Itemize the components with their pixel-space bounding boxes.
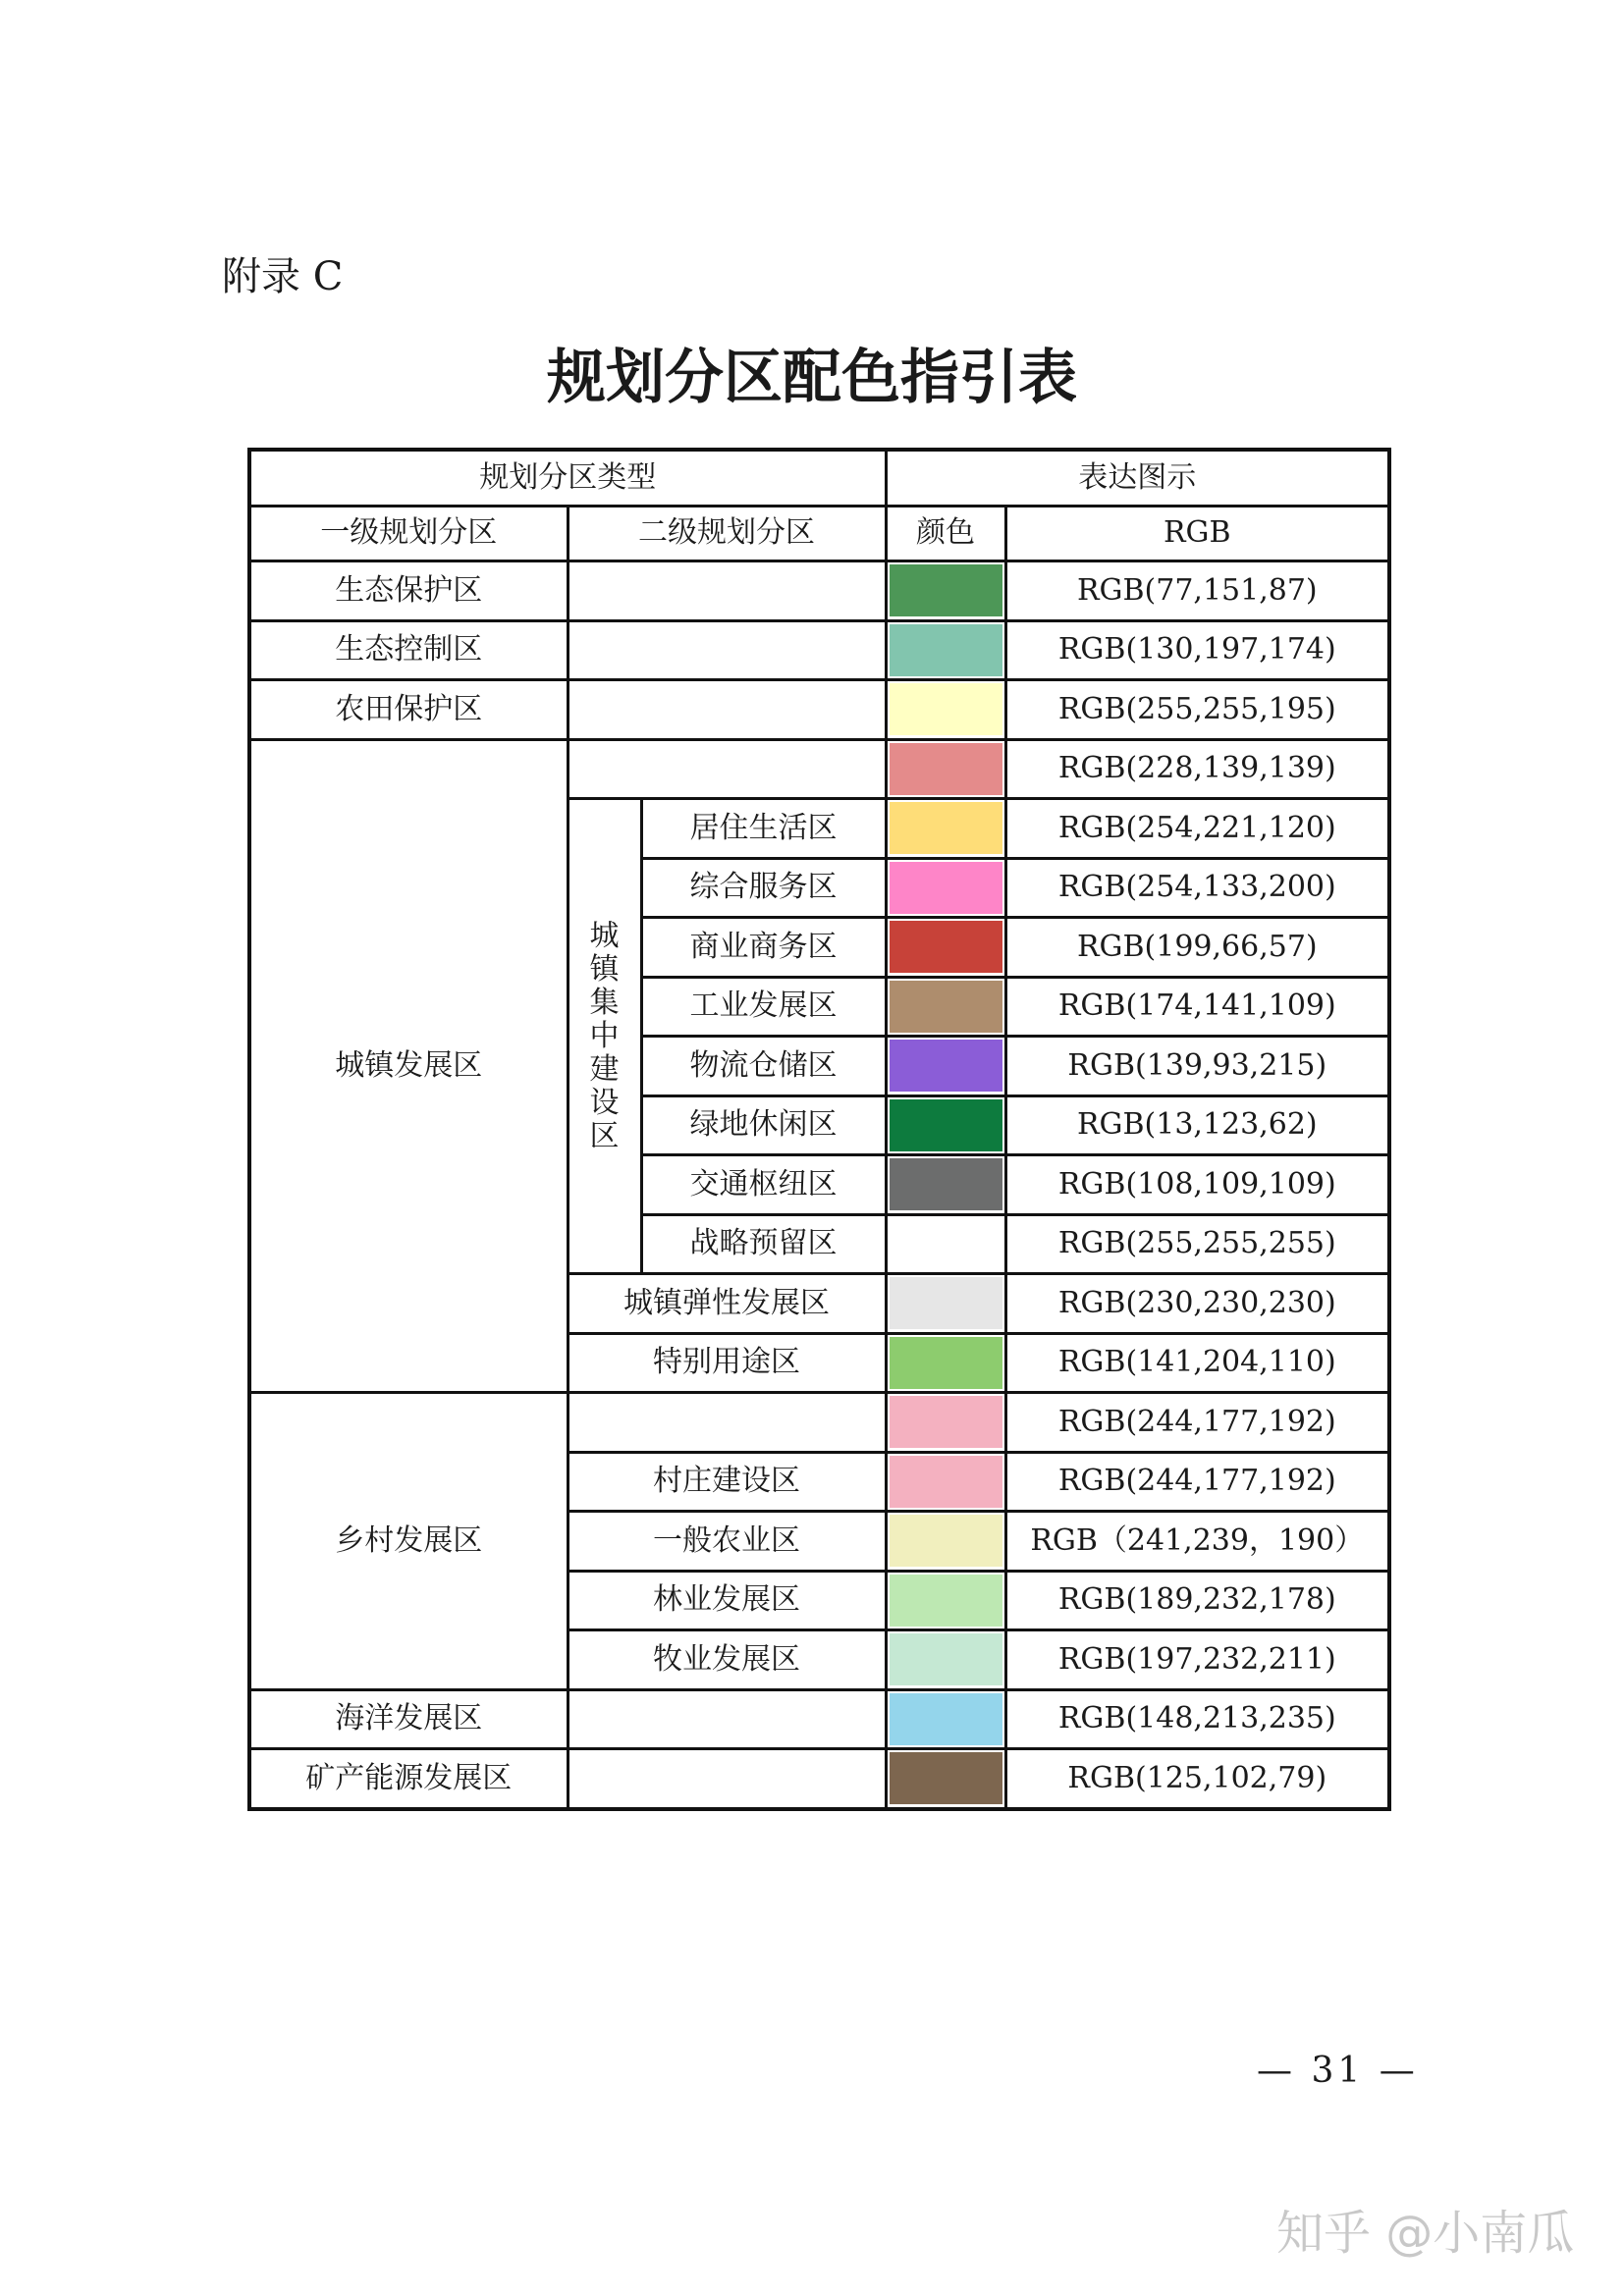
header-zoning-type: 规划分区类型 bbox=[249, 450, 886, 506]
color-cell bbox=[886, 1749, 1005, 1809]
sub-zone-cell: 物流仓储区 bbox=[641, 1037, 886, 1096]
header-level2: 二级规划分区 bbox=[568, 506, 886, 561]
level2-cell bbox=[568, 680, 886, 740]
rgb-cell: RGB(254,221,120) bbox=[1005, 799, 1389, 859]
zoning-color-table bbox=[247, 448, 1391, 1811]
table-header-row bbox=[249, 450, 1389, 506]
color-cell bbox=[886, 680, 1005, 740]
color-cell bbox=[886, 1393, 1005, 1453]
color-swatch bbox=[890, 1752, 1002, 1804]
rgb-cell: RGB(148,213,235) bbox=[1005, 1689, 1389, 1749]
header-rgb: RGB bbox=[1005, 506, 1389, 561]
rgb-cell: RGB(141,204,110) bbox=[1005, 1333, 1389, 1393]
color-cell bbox=[886, 1037, 1005, 1096]
color-cell bbox=[886, 561, 1005, 621]
rgb-cell: RGB(255,255,255) bbox=[1005, 1214, 1389, 1274]
color-swatch bbox=[890, 1396, 1002, 1448]
sub-zone-cell: 综合服务区 bbox=[641, 858, 886, 918]
color-swatch bbox=[890, 1277, 1002, 1329]
level2-cell: 一般农业区 bbox=[568, 1512, 886, 1572]
level2-cell bbox=[568, 1689, 886, 1749]
level1-cell: 乡村发展区 bbox=[249, 1393, 568, 1690]
rgb-cell: RGB(13,123,62) bbox=[1005, 1095, 1389, 1155]
color-cell bbox=[886, 1512, 1005, 1572]
rgb-cell: RGB(244,177,192) bbox=[1005, 1452, 1389, 1512]
level1-cell: 矿产能源发展区 bbox=[249, 1749, 568, 1809]
color-swatch bbox=[890, 1099, 1002, 1151]
rgb-cell: RGB(254,133,200) bbox=[1005, 858, 1389, 918]
sub-zone-cell: 交通枢纽区 bbox=[641, 1155, 886, 1215]
color-cell bbox=[886, 1630, 1005, 1690]
color-swatch bbox=[890, 564, 1002, 616]
watermark: 知乎 @小南瓜 bbox=[1276, 2206, 1575, 2261]
appendix-label: 附录 C bbox=[222, 254, 344, 299]
color-cell bbox=[886, 858, 1005, 918]
urban-concentration-group-cell: 城镇集中建设区 bbox=[568, 799, 641, 1274]
color-swatch bbox=[890, 1040, 1002, 1092]
sub-zone-cell: 居住生活区 bbox=[641, 799, 886, 859]
color-swatch bbox=[890, 1693, 1002, 1745]
rgb-cell: RGB(108,109,109) bbox=[1005, 1155, 1389, 1215]
table-row bbox=[249, 1749, 1389, 1809]
color-cell bbox=[886, 1333, 1005, 1393]
color-cell bbox=[886, 739, 1005, 799]
rgb-cell: RGB(139,93,215) bbox=[1005, 1037, 1389, 1096]
page-number: — 31 — bbox=[1257, 2051, 1419, 2091]
level1-cell: 生态控制区 bbox=[249, 620, 568, 680]
header-display: 表达图示 bbox=[886, 450, 1389, 506]
color-swatch bbox=[890, 862, 1002, 914]
table-row bbox=[249, 1393, 1389, 1453]
rgb-cell: RGB(197,232,211) bbox=[1005, 1630, 1389, 1690]
document-title: 规划分区配色指引表 bbox=[547, 344, 1077, 412]
header-color: 颜色 bbox=[886, 506, 1005, 561]
level1-cell: 城镇发展区 bbox=[249, 739, 568, 1393]
level2-cell bbox=[568, 1749, 886, 1809]
color-cell bbox=[886, 1095, 1005, 1155]
rgb-cell: RGB(125,102,79) bbox=[1005, 1749, 1389, 1809]
color-swatch bbox=[890, 1575, 1002, 1627]
level2-cell: 村庄建设区 bbox=[568, 1452, 886, 1512]
color-swatch bbox=[890, 683, 1002, 735]
color-cell bbox=[886, 918, 1005, 978]
level1-cell: 生态保护区 bbox=[249, 561, 568, 621]
rgb-cell: RGB（241,239，190） bbox=[1005, 1512, 1389, 1572]
sub-zone-cell: 工业发展区 bbox=[641, 977, 886, 1037]
color-swatch bbox=[890, 802, 1002, 854]
color-swatch bbox=[890, 1158, 1002, 1210]
rgb-cell: RGB(174,141,109) bbox=[1005, 977, 1389, 1037]
table-header-row bbox=[249, 506, 1389, 561]
rgb-cell: RGB(77,151,87) bbox=[1005, 561, 1389, 621]
color-swatch bbox=[890, 1633, 1002, 1685]
rgb-cell: RGB(230,230,230) bbox=[1005, 1274, 1389, 1334]
color-cell bbox=[886, 1689, 1005, 1749]
color-swatch bbox=[890, 1337, 1002, 1389]
sub-zone-cell: 商业商务区 bbox=[641, 918, 886, 978]
rgb-cell: RGB(189,232,178) bbox=[1005, 1571, 1389, 1630]
rgb-cell: RGB(255,255,195) bbox=[1005, 680, 1389, 740]
table-row bbox=[249, 561, 1389, 621]
color-swatch bbox=[890, 1515, 1002, 1567]
color-cell bbox=[886, 620, 1005, 680]
color-swatch bbox=[890, 1456, 1002, 1508]
sub-zone-cell: 战略预留区 bbox=[641, 1214, 886, 1274]
rgb-cell: RGB(228,139,139) bbox=[1005, 739, 1389, 799]
color-cell bbox=[886, 1155, 1005, 1215]
header-level1: 一级规划分区 bbox=[249, 506, 568, 561]
color-cell bbox=[886, 799, 1005, 859]
color-cell bbox=[886, 977, 1005, 1037]
level1-cell: 海洋发展区 bbox=[249, 1689, 568, 1749]
color-swatch bbox=[890, 624, 1002, 676]
level2-cell bbox=[568, 561, 886, 621]
color-swatch bbox=[890, 921, 1002, 973]
table-row bbox=[249, 620, 1389, 680]
level1-cell: 农田保护区 bbox=[249, 680, 568, 740]
level2-cell: 特别用途区 bbox=[568, 1333, 886, 1393]
rgb-cell: RGB(244,177,192) bbox=[1005, 1393, 1389, 1453]
table-row bbox=[249, 739, 1389, 799]
level2-cell: 林业发展区 bbox=[568, 1571, 886, 1630]
color-cell bbox=[886, 1214, 1005, 1274]
rgb-cell: RGB(199,66,57) bbox=[1005, 918, 1389, 978]
table-row bbox=[249, 680, 1389, 740]
level2-cell: 牧业发展区 bbox=[568, 1630, 886, 1690]
color-swatch bbox=[890, 1218, 1002, 1270]
sub-zone-cell: 绿地休闲区 bbox=[641, 1095, 886, 1155]
level2-cell bbox=[568, 620, 886, 680]
color-cell bbox=[886, 1571, 1005, 1630]
color-cell bbox=[886, 1274, 1005, 1334]
color-swatch bbox=[890, 743, 1002, 795]
rgb-cell: RGB(130,197,174) bbox=[1005, 620, 1389, 680]
level2-cell bbox=[568, 739, 886, 799]
level2-cell bbox=[568, 1393, 886, 1453]
level2-cell: 城镇弹性发展区 bbox=[568, 1274, 886, 1334]
table-row bbox=[249, 1689, 1389, 1749]
color-cell bbox=[886, 1452, 1005, 1512]
color-swatch bbox=[890, 981, 1002, 1033]
